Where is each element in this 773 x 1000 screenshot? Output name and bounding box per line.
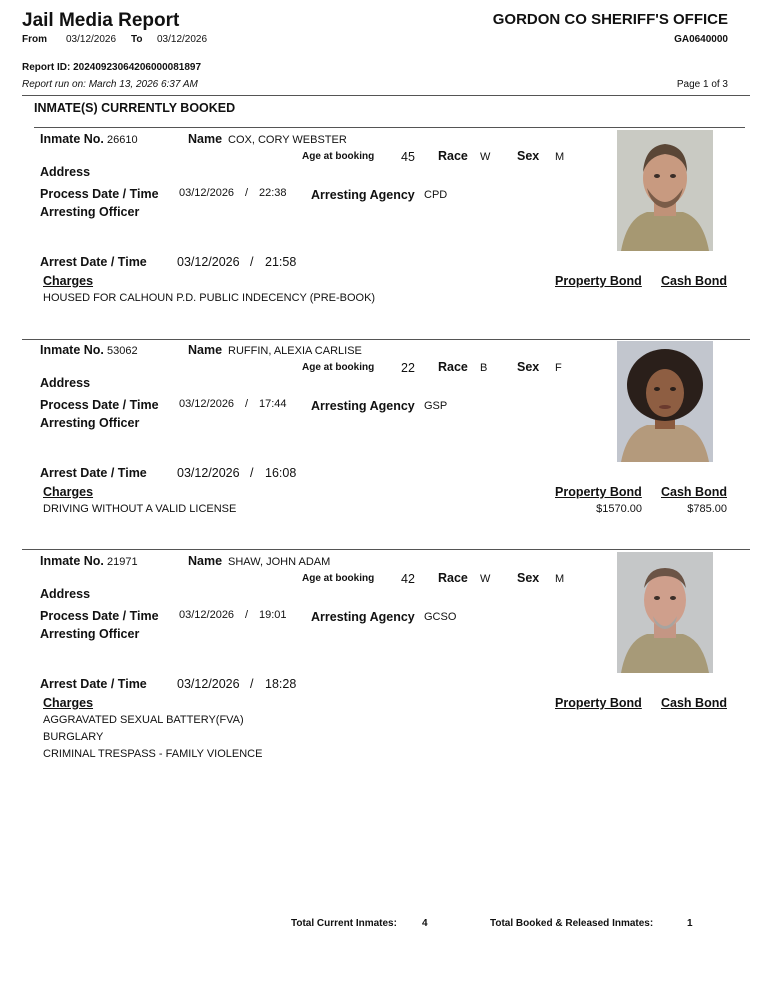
inmate-no-label: Inmate No. (40, 132, 104, 146)
property-bond-label: Property Bond (555, 274, 642, 288)
mugshot-image (617, 130, 713, 251)
process-slash: / (245, 398, 249, 410)
mugshot-image (617, 552, 713, 673)
age-value: 45 (401, 150, 415, 164)
charges-label: Charges (43, 485, 94, 499)
process-time: 17:44 (259, 398, 287, 410)
name-label: Name (188, 132, 223, 146)
process-time: 19:01 (259, 609, 287, 621)
arresting-agency-label: Arresting Agency (311, 399, 415, 413)
arrest-date-label: Arrest Date / Time (40, 255, 147, 269)
mugshot-image (617, 341, 713, 462)
name-label: Name (188, 554, 223, 568)
age-value: 22 (401, 361, 415, 375)
inmate-no-label: Inmate No. (40, 343, 104, 357)
from-date: 03/12/2026 (66, 34, 117, 45)
booking-photo (617, 552, 713, 673)
inmate-name: RUFFIN, ALEXIA CARLISE (228, 345, 362, 357)
arrest-slash: / (250, 677, 254, 691)
property-bond-amount: $1570.00 (596, 503, 642, 515)
arresting-officer-label: Arresting Officer (40, 205, 140, 219)
race-value: B (480, 362, 488, 374)
sex-value: F (555, 362, 562, 374)
inmate-no-label: Inmate No. (40, 554, 104, 568)
charges-label: Charges (43, 696, 94, 710)
section-divider (34, 127, 745, 128)
arrest-date-label: Arrest Date / Time (40, 466, 147, 480)
sex-label: Sex (517, 360, 540, 374)
charge-item: HOUSED FOR CALHOUN P.D. PUBLIC INDECENCY (PRE-BOOK) (43, 292, 376, 304)
race-label: Race (438, 149, 468, 163)
sex-value: M (555, 573, 565, 585)
arresting-agency: CPD (424, 189, 448, 201)
arresting-officer-label: Arresting Officer (40, 416, 140, 430)
age-label: Age at booking (302, 151, 375, 162)
charge-item: AGGRAVATED SEXUAL BATTERY(FVA) (43, 714, 244, 726)
report-id: Report ID: 20240923064206000081897 (22, 62, 202, 73)
sex-label: Sex (517, 149, 540, 163)
arrest-time: 16:08 (265, 466, 297, 480)
arrest-date: 03/12/2026 (177, 255, 240, 269)
process-date: 03/12/2026 (179, 609, 235, 621)
total-current-value: 4 (422, 918, 428, 929)
cash-bond-label: Cash Bond (661, 696, 727, 710)
from-label: From (22, 34, 47, 45)
age-label: Age at booking (302, 573, 375, 584)
arresting-agency: GSP (424, 400, 448, 412)
address-label: Address (40, 376, 91, 390)
cash-bond-amount: $785.00 (687, 503, 727, 515)
race-label: Race (438, 571, 468, 585)
arrest-date: 03/12/2026 (177, 466, 240, 480)
charges-label: Charges (43, 274, 94, 288)
agency-name: GORDON CO SHERIFF'S OFFICE (492, 11, 728, 28)
property-bond-label: Property Bond (555, 485, 642, 499)
to-date: 03/12/2026 (157, 34, 208, 45)
process-date-label: Process Date / Time (40, 609, 159, 623)
inmate-name: COX, CORY WEBSTER (228, 134, 347, 146)
charge-item: DRIVING WITHOUT A VALID LICENSE (43, 503, 237, 515)
total-booked-released-value: 1 (687, 918, 693, 929)
address-label: Address (40, 165, 91, 179)
total-booked-released-label: Total Booked & Released Inmates: (490, 918, 654, 929)
report-run-date: Report run on: March 13, 2026 6:37 AM (22, 79, 198, 90)
header-divider (22, 95, 750, 96)
page-number: Page 1 of 3 (676, 79, 728, 90)
total-current-label: Total Current Inmates: (291, 918, 397, 929)
charge-item: CRIMINAL TRESPASS - FAMILY VIOLENCE (43, 748, 263, 760)
arresting-agency-label: Arresting Agency (311, 188, 415, 202)
process-date-label: Process Date / Time (40, 398, 159, 412)
arrest-slash: / (250, 255, 254, 269)
process-date-label: Process Date / Time (40, 187, 159, 201)
arrest-time: 18:28 (265, 677, 297, 691)
sex-label: Sex (517, 571, 540, 585)
property-bond-label: Property Bond (555, 696, 642, 710)
address-label: Address (40, 587, 91, 601)
booking-photo (617, 341, 713, 462)
process-slash: / (245, 187, 249, 199)
age-label: Age at booking (302, 362, 375, 373)
section-title: INMATE(S) CURRENTLY BOOKED (34, 101, 236, 115)
cash-bond-label: Cash Bond (661, 274, 727, 288)
arresting-agency: GCSO (424, 611, 457, 623)
process-date: 03/12/2026 (179, 187, 235, 199)
process-time: 22:38 (259, 187, 287, 199)
process-slash: / (245, 609, 249, 621)
inmate-no: 21971 (107, 556, 138, 568)
inmate-no: 26610 (107, 134, 138, 146)
name-label: Name (188, 343, 223, 357)
report-title: Jail Media Report (22, 10, 180, 31)
arresting-agency-label: Arresting Agency (311, 610, 415, 624)
race-value: W (480, 151, 491, 163)
sex-value: M (555, 151, 565, 163)
arrest-time: 21:58 (265, 255, 297, 269)
inmate-no: 53062 (107, 345, 138, 357)
inmate-name: SHAW, JOHN ADAM (228, 556, 331, 568)
agency-id: GA0640000 (674, 34, 728, 45)
cash-bond-label: Cash Bond (661, 485, 727, 499)
booking-photo (617, 130, 713, 251)
arrest-slash: / (250, 466, 254, 480)
record-divider (22, 549, 750, 550)
arrest-date-label: Arrest Date / Time (40, 677, 147, 691)
age-value: 42 (401, 572, 415, 586)
race-value: W (480, 573, 491, 585)
race-label: Race (438, 360, 468, 374)
charge-item: BURGLARY (43, 731, 104, 743)
arrest-date: 03/12/2026 (177, 677, 240, 691)
to-label: To (131, 34, 143, 45)
record-divider (22, 339, 750, 340)
process-date: 03/12/2026 (179, 398, 235, 410)
arresting-officer-label: Arresting Officer (40, 627, 140, 641)
